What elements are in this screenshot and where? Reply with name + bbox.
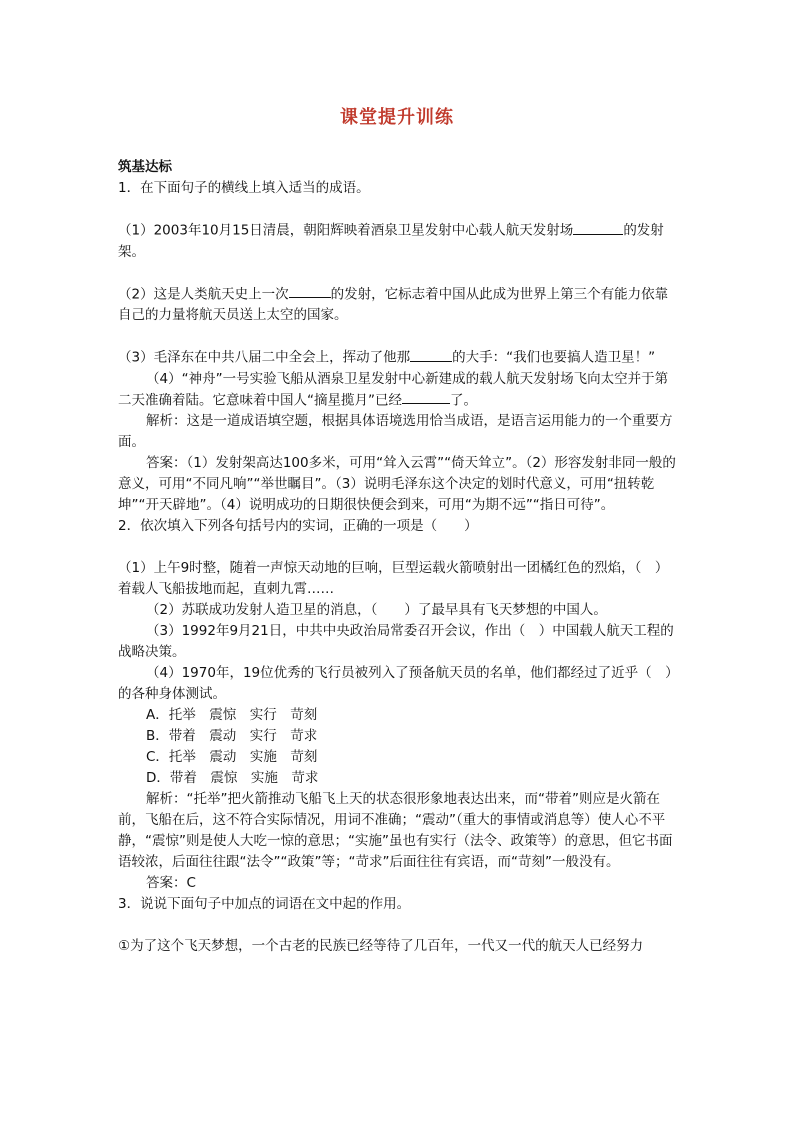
q1-sentence-3: （3）毛泽东在中共八届二中全会上，挥动了他那 的大手：“我们也要搞人造卫星！” <box>118 347 678 369</box>
option-a: A．托举 震惊 实行 苛刻 <box>146 707 318 723</box>
q2-stem: 2．依次填入下列各句括号内的实词，正确的一项是（ ） <box>118 518 478 534</box>
answer-blank <box>289 284 331 299</box>
q1-analysis: 解析：这是一道成语填空题，根据具体语境选用恰当成语，是语言运用能力的一个重要方面。 <box>118 413 673 450</box>
document-body <box>118 157 678 957</box>
q1-sentence-1: （1）2003年10月15日清晨，朝阳辉映着酒泉卫星发射中心载人航天发射场 的发射架。 <box>118 220 678 263</box>
answer-blank <box>402 390 450 405</box>
q2-answer: 答案：C <box>146 875 196 891</box>
option-c: C．托举 震动 实施 苛刻 <box>146 749 318 765</box>
answer-blank <box>573 220 623 235</box>
answer-blank <box>410 347 452 362</box>
section-heading: 筑基达标 <box>118 159 172 175</box>
q1-sentence-2: （2）这是人类航天史上一次 的发射，它标志着中国从此成为世界上第三个有能力依靠自己的力量将航天员送上太空的国家。 <box>118 284 678 327</box>
q1-answer: 答案：（1）发射架高达100多米，可用“耸入云霄”“倚天耸立”。（2）形容发射非同一般的意义，可用“不同凡响”“举世瞩目”。（3）说明毛泽东这个决定的划时代意义，可用“扭转乾坤”“开天辟地”。（4）说明成功的日期很快便会到来，可用“为期不远”“指日可待”。 <box>118 455 676 513</box>
q3-stem: 3．说说下面句子中加点的词语在文中起的作用。 <box>118 896 411 912</box>
q2-sentence-4: （4）1970年，19位优秀的飞行员被列入了预备航天员的名单，他们都经过了近乎（ ）的各种身体测试。 <box>118 665 672 702</box>
q1-stem: 1．在下面句子的横线上填入适当的成语。 <box>118 180 370 196</box>
option-b: B．带着 震动 实行 苛求 <box>146 728 318 744</box>
page-title: 课堂提升训练 <box>340 107 454 128</box>
q2-sentence-2: （2）苏联成功发射人造卫星的消息，（ ）了最早具有飞天梦想的中国人。 <box>146 602 607 618</box>
q2-sentence-3: （3）1992年9月21日，中共中央政治局常委召开会议，作出（ ）中国载人航天工程的战略决策。 <box>118 623 674 660</box>
q3-sentence-1: ①为了这个飞天梦想，一个古老的民族已经等待了几百年，一代又一代的航天人已经努力 <box>118 938 644 954</box>
q1-sentence-4: （4）“神舟”一号实验飞船从酒泉卫星发射中心新建成的载人航天发射场飞向太空并于第二天准确着陆。它意味着中国人“摘星揽月”已经 了。 <box>118 370 669 408</box>
q2-analysis: 解析：“托举”把火箭推动飞船飞上天的状态很形象地表达出来，而“带着”则应是火箭在前，飞船在后，这不符合实际情况，用词不准确；“震动”（重大的事情或消息等）使人心不平静，“震惊”则是使人大吃一惊的意思；“实施”虽也有实行（法令、政策等）的意思，但它书面语较浓，后面往往跟“法令”“政策”等；“苛求”后面往往有宾语，而“苛刻”一般没有。 <box>118 791 673 870</box>
q2-sentence-1: （1）上午9时整，随着一声惊天动地的巨响，巨型运载火箭喷射出一团橘红色的烈焰，（ ）着载人飞船拔地而起，直刺九霄…… <box>118 560 669 597</box>
option-d: D．带着 震惊 实施 苛求 <box>146 770 319 786</box>
